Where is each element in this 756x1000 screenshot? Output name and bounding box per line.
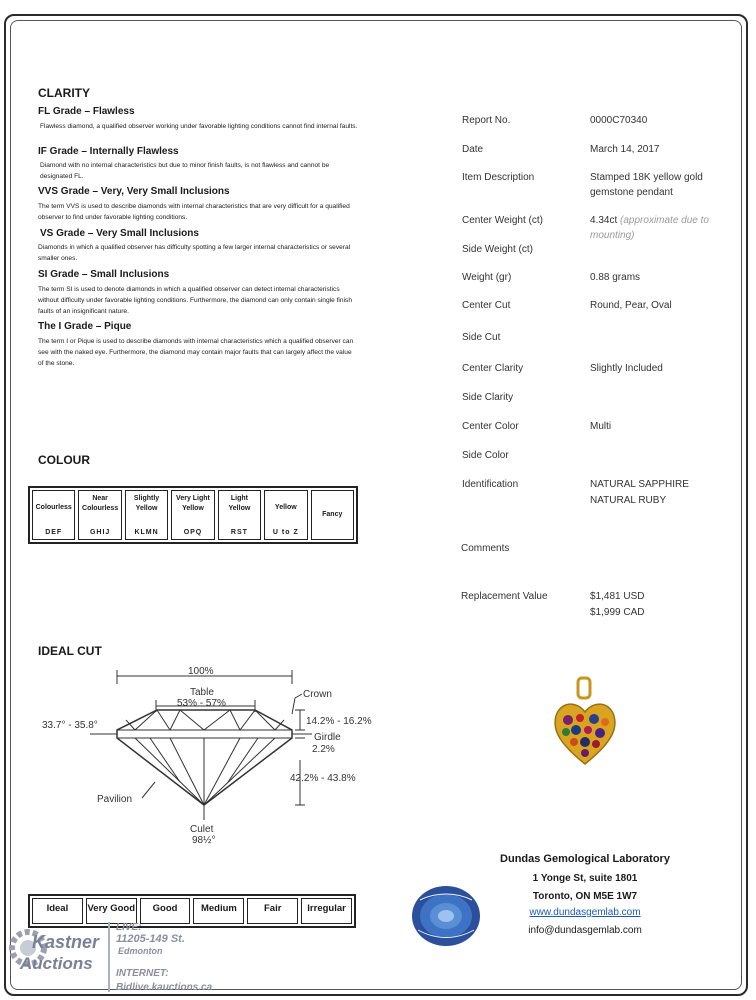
clarity-if-text: Diamond with no internal characteristics but due to minor finish faults, is not flawless and cannot be designated FL. (40, 162, 330, 180)
clarity-vvs-heading: VVS Grade – Very, Very Small Inclusions (38, 186, 230, 197)
colour-cell (32, 490, 75, 540)
colour-cell-name: Fancy (322, 511, 343, 518)
clarity-title: CLARITY (38, 86, 90, 100)
date-label: Date (462, 144, 484, 155)
colour-cell (218, 490, 261, 540)
watermark-live-label: LIVE: (116, 922, 142, 933)
watermark-divider (108, 922, 110, 992)
replacement-value-cad: $1,999 CAD (590, 607, 645, 618)
center-weight-value (590, 213, 730, 243)
identification-value-1: NATURAL SAPPHIRE (590, 479, 689, 490)
item-description-label: Item Description (462, 172, 535, 183)
colour-grade-table (28, 486, 358, 544)
clarity-fl-heading: FL Grade – Flawless (38, 106, 135, 117)
clarity-vs-heading: VS Grade – Very Small Inclusions (40, 228, 199, 239)
crown-height-label: 14.2% - 16.2% (306, 716, 372, 727)
comments-label: Comments (461, 543, 510, 554)
cut-grade-cell: Medium (193, 898, 244, 924)
colour-cell-grades: RST (230, 529, 248, 536)
culet-value-label: 98½° (192, 835, 216, 846)
ideal-cut-title: IDEAL CUT (38, 644, 102, 658)
report-no-label: Report No. (462, 115, 511, 126)
pavilion-depth-label: 42.2% - 43.8% (290, 773, 356, 784)
lab-name: Dundas Gemological Laboratory (500, 853, 670, 865)
date-value: March 14, 2017 (590, 144, 660, 155)
item-description-value: Stamped 18K yellow gold gemstone pendant (590, 172, 703, 198)
side-color-label: Side Color (462, 450, 509, 461)
clarity-i-text: The term I or Pique is used to describe diamonds with internal characteristics which a qualified observer can see with the naked eye. Furthermore, the diamond may contain major faults that can largely affect the value of the stone. (38, 338, 354, 367)
colour-cell (125, 490, 168, 540)
pavilion-label: Pavilion (97, 794, 133, 805)
lab-address2: Toronto, ON M5E 1W7 (532, 891, 638, 902)
side-cut-label: Side Cut (462, 332, 501, 343)
cut-grade-cell: Very Good (86, 898, 137, 924)
weight-value: 0.88 grams (590, 272, 641, 283)
lab-email[interactable]: info@dundasgemlab.com (528, 925, 642, 936)
center-color-label: Center Color (462, 421, 519, 432)
side-clarity-label: Side Clarity (462, 392, 514, 403)
colour-cell-grades: OPQ (183, 529, 203, 536)
lab-address1: 1 Yonge St, suite 1801 (532, 873, 638, 884)
center-cut-value: Round, Pear, Oval (590, 300, 672, 311)
crown-label: Crown (303, 689, 332, 700)
colour-cell-name: Near Colourless (82, 495, 119, 512)
cut-grade-cell: Fair (247, 898, 298, 924)
center-clarity-label: Center Clarity (462, 363, 524, 374)
colour-cell (78, 490, 121, 540)
colour-cell-grades: KLMN (134, 529, 159, 536)
identification-label: Identification (462, 479, 519, 490)
center-weight-note: (approximate due to mounting) (590, 215, 709, 241)
colour-cell-name: Colourless (35, 504, 72, 511)
identification-value-2: NATURAL RUBY (590, 495, 667, 506)
diamond-diagram (30, 662, 372, 852)
colour-cell (311, 490, 354, 540)
colour-cell (171, 490, 214, 540)
clarity-si-text: The term SI is used to denote diamonds in which a qualified observer can detect internal characteristics without difficulty under favorable lighting conditions. Furthermore, the diamond can only contain single finish faults of an insignificant nature. (38, 286, 352, 315)
clarity-vs-text: Diamonds in which a qualified observer has difficulty spotting a few larger internal characteristics or several smaller ones. (38, 244, 351, 262)
watermark-site: Bidlive.kauctions.ca (116, 982, 213, 993)
colour-cell-name: Yellow (274, 504, 297, 511)
cut-grade-cell: Irregular (301, 898, 352, 924)
clarity-fl-text: Flawless diamond, a qualified observer working under favorable lighting conditions cannot find internal faults. (40, 123, 358, 130)
lab-website-link[interactable]: www.dundasgemlab.com (529, 907, 641, 918)
watermark-internet-label: INTERNET: (116, 968, 169, 979)
colour-cell-grades: U to Z (272, 529, 299, 536)
crown-angle-label: 33.7° - 35.8° (42, 720, 98, 731)
culet-label: Culet (190, 824, 214, 835)
cut-grade-cell: Ideal (32, 898, 83, 924)
table-label: Table (190, 687, 214, 698)
center-clarity-value: Slightly Included (590, 363, 663, 374)
table-range-label: 53% - 57% (177, 698, 226, 709)
pendant-photo (550, 672, 620, 772)
center-weight-label: Center Weight (ct) (462, 215, 543, 226)
clarity-vvs-text: The term VVS is used to describe diamonds with internal characteristics that are very difficult for a qualified observer to find under favorable lighting conditions. (38, 203, 350, 221)
report-no-value: 0000C70340 (590, 115, 648, 126)
clarity-si-heading: SI Grade – Small Inclusions (38, 269, 170, 280)
colour-title: COLOUR (38, 453, 90, 467)
auction-watermark-logo (6, 926, 106, 992)
colour-cell-name: Very Light Yellow (176, 495, 210, 512)
width-label: 100% (188, 666, 214, 677)
replacement-value-usd: $1,481 USD (590, 591, 645, 602)
colour-cell (264, 490, 307, 540)
center-weight-amount: 4.34ct (590, 215, 618, 226)
watermark-brand-top: Kastner (32, 932, 100, 952)
colour-cell-name: Slightly Yellow (133, 495, 160, 512)
cut-grade-table (28, 894, 356, 928)
center-cut-label: Center Cut (462, 300, 511, 311)
side-weight-label: Side Weight (ct) (462, 244, 533, 255)
watermark-city: Edmonton (118, 946, 163, 956)
girdle-value-label: 2.2% (312, 744, 335, 755)
center-color-value: Multi (590, 421, 612, 432)
colour-cell-name: Light Yellow (228, 495, 251, 512)
cut-grade-cell: Good (140, 898, 191, 924)
colour-cell-grades: DEF (45, 529, 63, 536)
replacement-value-label: Replacement Value (461, 591, 548, 602)
colour-cell-grades: GHIJ (89, 529, 111, 536)
clarity-if-heading: IF Grade – Internally Flawless (38, 146, 179, 157)
watermark-brand-bottom: Auctions (20, 954, 93, 973)
clarity-i-heading: The I Grade – Pique (38, 321, 132, 332)
weight-label: Weight (gr) (462, 272, 512, 283)
girdle-label: Girdle (314, 732, 341, 743)
watermark-address: 11205-149 St. (116, 933, 185, 945)
